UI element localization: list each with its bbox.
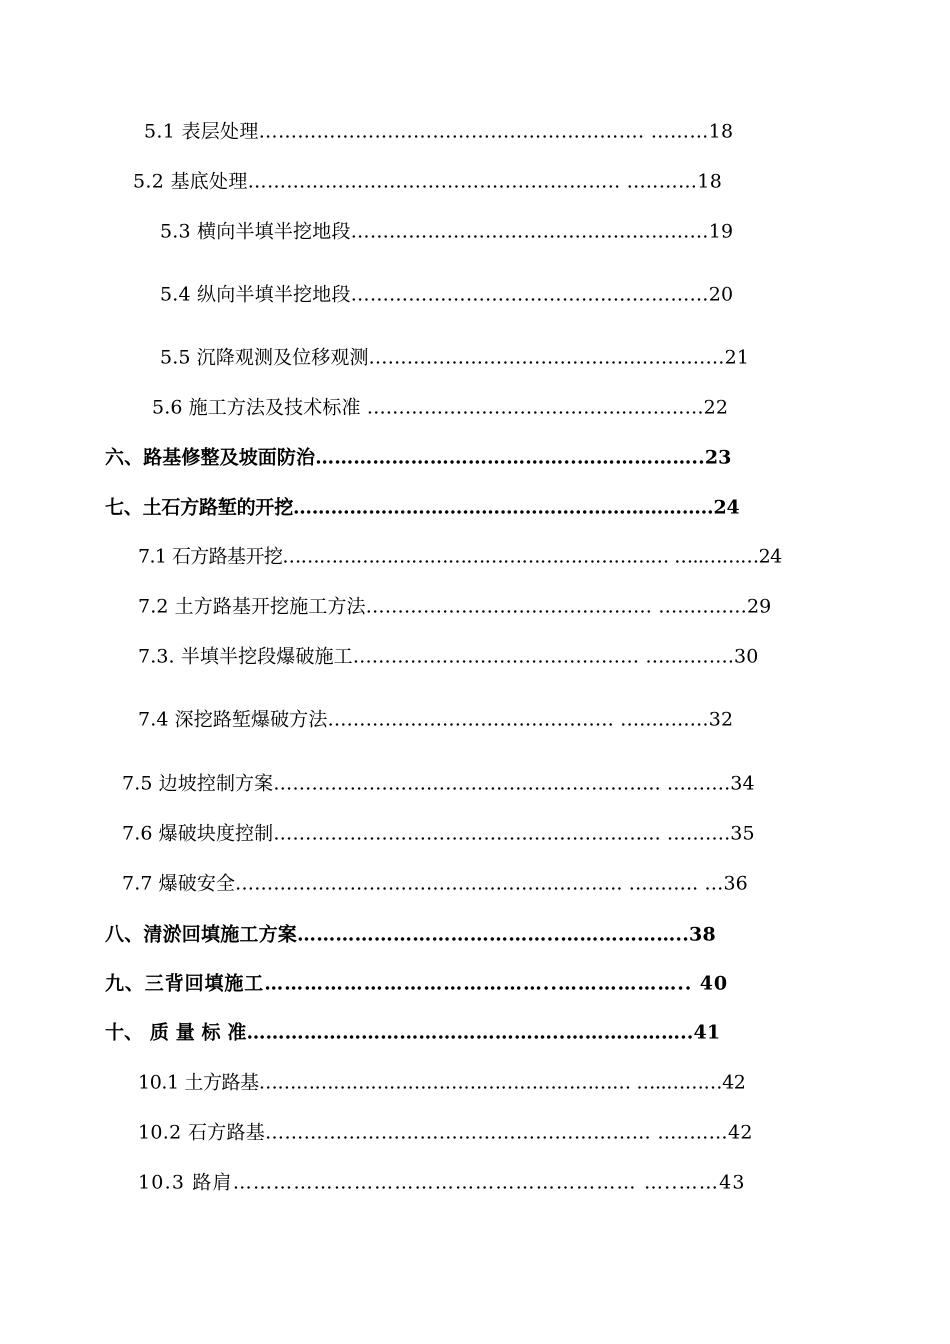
toc-entry-chapter-7[interactable]: 七、土石方路堑的开挖………………………………………..………………..24: [105, 496, 740, 519]
toc-entry-chapter-10[interactable]: 十、 质 量 标 准…………………………………………..………………..41: [105, 1021, 721, 1044]
toc-entry-7-7[interactable]: 7.7 爆破安全…………………………………..……………….. ……….. …36: [122, 872, 748, 895]
toc-entry-7-2[interactable]: 7.2 土方路基开挖施工方法……………………………………… …..………29: [138, 595, 772, 618]
toc-entry-5-2[interactable]: 5.2 基底处理…………………………………..…………….. ..………18: [133, 170, 723, 193]
toc-entry-5-1[interactable]: 5.1 表层处理…………………………………..………………. ………18: [144, 120, 734, 143]
toc-entry-7-5[interactable]: 7.5 边坡控制方案…………………………………..……………….. ……….34: [122, 772, 755, 795]
toc-entry-7-6[interactable]: 7.6 爆破块度控制…………………………………..……………….. ……….35: [122, 822, 755, 845]
toc-entry-7-4[interactable]: 7.4 深挖路堑爆破方法……………………………………… …..………32: [138, 708, 734, 731]
toc-entry-chapter-6[interactable]: 六、路基修整及坡面防治…………………………………..………………..23: [105, 446, 732, 469]
toc-entry-5-3[interactable]: 5.3 横向半填半挖地段…………………………………..……………19: [160, 220, 734, 243]
toc-entry-chapter-8[interactable]: 八、清淤回填施工方案…………………………………..………………..38: [105, 923, 716, 946]
toc-entry-7-1[interactable]: 7.1 石方路基开挖……………………………………………………… …..………24: [138, 545, 782, 568]
toc-entry-7-3[interactable]: 7.3. 半填半挖段爆破施工……………………………………… ….……….30: [138, 645, 759, 668]
toc-entry-10-2[interactable]: 10.2 石方路基…………………………………………………… …..……42: [138, 1121, 753, 1144]
toc-entry-5-6[interactable]: 5.6 施工方法及技术标准 …………………………………..…………22: [152, 396, 729, 419]
toc-entry-10-3[interactable]: 10.3 路肩…………………………………………………… …..……43: [138, 1171, 746, 1194]
toc-entry-5-4[interactable]: 5.4 纵向半填半挖地段…………………………………..……………20: [160, 283, 734, 306]
toc-entry-10-1[interactable]: 10.1 土方路基…………………………………………………… …..………42: [138, 1071, 746, 1094]
toc-entry-chapter-9[interactable]: 九、三背回填施工……………………………………..……………….. 40: [105, 972, 729, 995]
toc-entry-5-5[interactable]: 5.5 沉降观测及位移观测…………………………………..……………21: [160, 346, 750, 369]
